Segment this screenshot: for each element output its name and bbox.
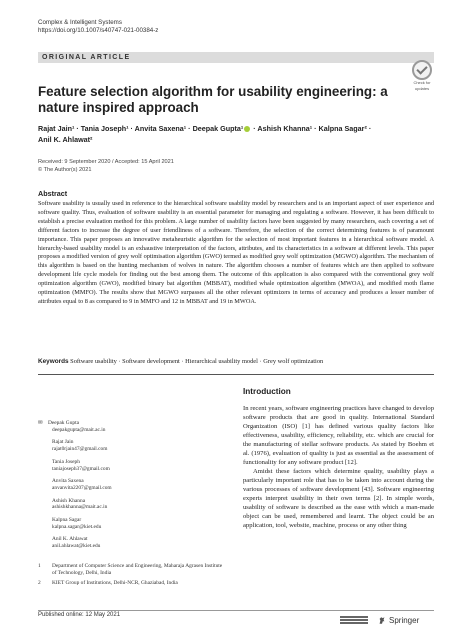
corr-email[interactable]: anil.ahlawat@kiet.edu — [52, 543, 101, 550]
section-divider — [38, 374, 434, 375]
publisher-footer — [340, 613, 419, 627]
corr-email[interactable]: rajat0rjain47@gmail.com — [52, 446, 108, 453]
received-accepted: Received: 9 September 2020 / Accepted: 15 April 2021 — [38, 159, 174, 165]
keywords-text: Software usability · Software development · Hierarchical usability model · Grey wolf optimization — [70, 358, 324, 365]
envelope-icon: ✉ — [38, 420, 43, 426]
orcid-icon[interactable] — [244, 126, 250, 132]
running-header — [38, 19, 158, 35]
corr-name: Deepak Gupta — [48, 420, 79, 426]
corr-entry — [38, 420, 228, 433]
authors-line-1b: · Ashish Khanna¹ · Kalpna Sagar² · — [251, 124, 372, 133]
corr-name: Ashish Khanna — [52, 497, 86, 504]
corr-email[interactable]: deepakgupta@mait.ac.in — [52, 426, 106, 433]
correspondence-block — [38, 420, 228, 556]
publisher-seal-icon — [340, 613, 368, 627]
keywords — [38, 357, 434, 366]
corr-name: Tania Joseph — [52, 458, 80, 465]
copyright: © The Author(s) 2021 — [38, 167, 92, 173]
introduction-body — [243, 404, 434, 530]
article-type-band: ORIGINAL ARTICLE — [38, 52, 434, 63]
affiliations — [38, 563, 228, 589]
affiliation-item — [38, 563, 228, 577]
check-icon — [412, 60, 432, 80]
intro-paragraph-2: Amidst these factors which determine quality, usability plays a particularly important role that has to be taken into account during the various processes of software development [43]. Software engineering experts interpret usability in their own terms [2]. In simple words, usability of software is described as the ease with which a man-made object can be used, remembered and learnt. The object could be an application, tool, website, machine, process or any other thing — [243, 468, 434, 529]
doi-link[interactable]: https://doi.org/10.1007/s40747-021-00384-z — [38, 27, 159, 34]
corr-entry — [38, 536, 228, 549]
corr-entry — [38, 498, 228, 511]
abstract-heading: Abstract — [38, 189, 68, 198]
corr-email[interactable]: kalpna.sagar@kiet.edu — [52, 523, 102, 530]
check-updates-label-2: updates — [414, 85, 430, 91]
affiliation-item — [38, 580, 228, 587]
corr-entry — [38, 459, 228, 472]
published-online: Published online: 12 May 2021 — [38, 612, 121, 618]
corr-email[interactable]: ashishkhanna@mait.ac.in — [52, 504, 108, 511]
corr-entry — [38, 439, 228, 452]
corr-entry — [38, 517, 228, 530]
corr-name: Anil K. Ahlawat — [52, 536, 88, 543]
abstract-text: Software usability is usually used in reference to the hierarchical software usability model by researchers and is an important aspect of user experience and software quality. Thus, evaluation of software usability is an essential parameter for managing and regulating a software. However, it has been difficult to establish a precise evaluation method for this problem. A large number of usability factors have been suggested by many researchers, each covering a set of different factors to increase the degree of user friendliness of a software. Therefore, the selection of the correct determining features is of paramount importance. This paper proposes an innovative metaheuristic algorithm for the selection of most important features in a hierarchical software model. A hierarchy-based usability model is an exhaustive interpretation of the factors, attributes, and its characteristics in a software at different levels. This paper proposes a modified version of grey wolf optimisation algorithm (GWO) termed as modified grey wolf optimization (MGWO) algorithm. The mechanism of this algorithm is based on the hunting mechanism of wolves in nature. The algorithm chooses a number of features which are then applied to software development life cycle models for finding out the best among them. The outcome of this application is also compared with the conventional grey wolf optimization algorithm (GWO), modified binary bat algorithm (MBBAT), modified whale optimization algorithm (MWOA), and modified moth flame optimization (MMFO). The results show that MGWO surpasses all the other relevant optimizers in terms of accuracy and produces a lesser number of attributes equal to 8 as compared to 9 in MMFO and 12 in MBBAT and 19 in MWOA. — [38, 200, 434, 305]
paper-title: Feature selection algorithm for usability engineering: a nature inspired approach — [38, 84, 388, 115]
corr-name: Anvita Saxena — [52, 478, 84, 485]
corr-email[interactable]: taniajoseph37@gmail.com — [52, 465, 110, 472]
article-dates — [38, 158, 174, 174]
intro-paragraph-1: In recent years, software engineering practices have changed to develop software products that are good in quality. International Standard Organization (ISO) [1] has defined various quality factors like effectiveness, usability, efficiency, reliability, etc. which are crucial for the manufacturing of stellar software products. As stated by Boehm et al. (1976), evaluation of quality is just as essential as the assessment of functionality for any software product [12]. — [243, 405, 434, 466]
authors-line-2: Anil K. Ahlawat² — [38, 134, 93, 144]
affiliation-number: 1 — [38, 563, 41, 569]
check-updates-label-1: Check for — [413, 80, 431, 85]
corr-entry — [38, 478, 228, 491]
springer-horse-icon — [378, 616, 386, 625]
keywords-label: Keywords — [38, 358, 69, 365]
corr-name: Rajat Jain — [52, 439, 74, 446]
affiliation-number: 2 — [38, 579, 41, 586]
author-list — [38, 124, 434, 145]
check-for-updates-badge[interactable] — [408, 60, 436, 91]
corr-name: Kalpna Sagar — [52, 517, 82, 524]
journal-name: Complex & Intelligent Systems — [38, 19, 122, 26]
springer-logo — [378, 616, 419, 625]
authors-line-1: Rajat Jain¹ · Tania Joseph¹ · Anvita Saxena¹ · Deepak Gupta¹ — [38, 124, 244, 133]
publisher-name: Springer — [389, 615, 420, 625]
corr-email[interactable]: anvanvita2207@gmail.com — [52, 484, 112, 491]
footer-divider — [38, 610, 434, 611]
affiliation-text: Department of Computer Science and Engineering, Maharaja Agrasen Institute of Technology, Delhi, India — [52, 563, 223, 576]
introduction-heading: Introduction — [243, 387, 291, 396]
affiliation-text: KIET Group of Institutions, Delhi-NCR, Ghaziabad, India — [52, 579, 178, 586]
